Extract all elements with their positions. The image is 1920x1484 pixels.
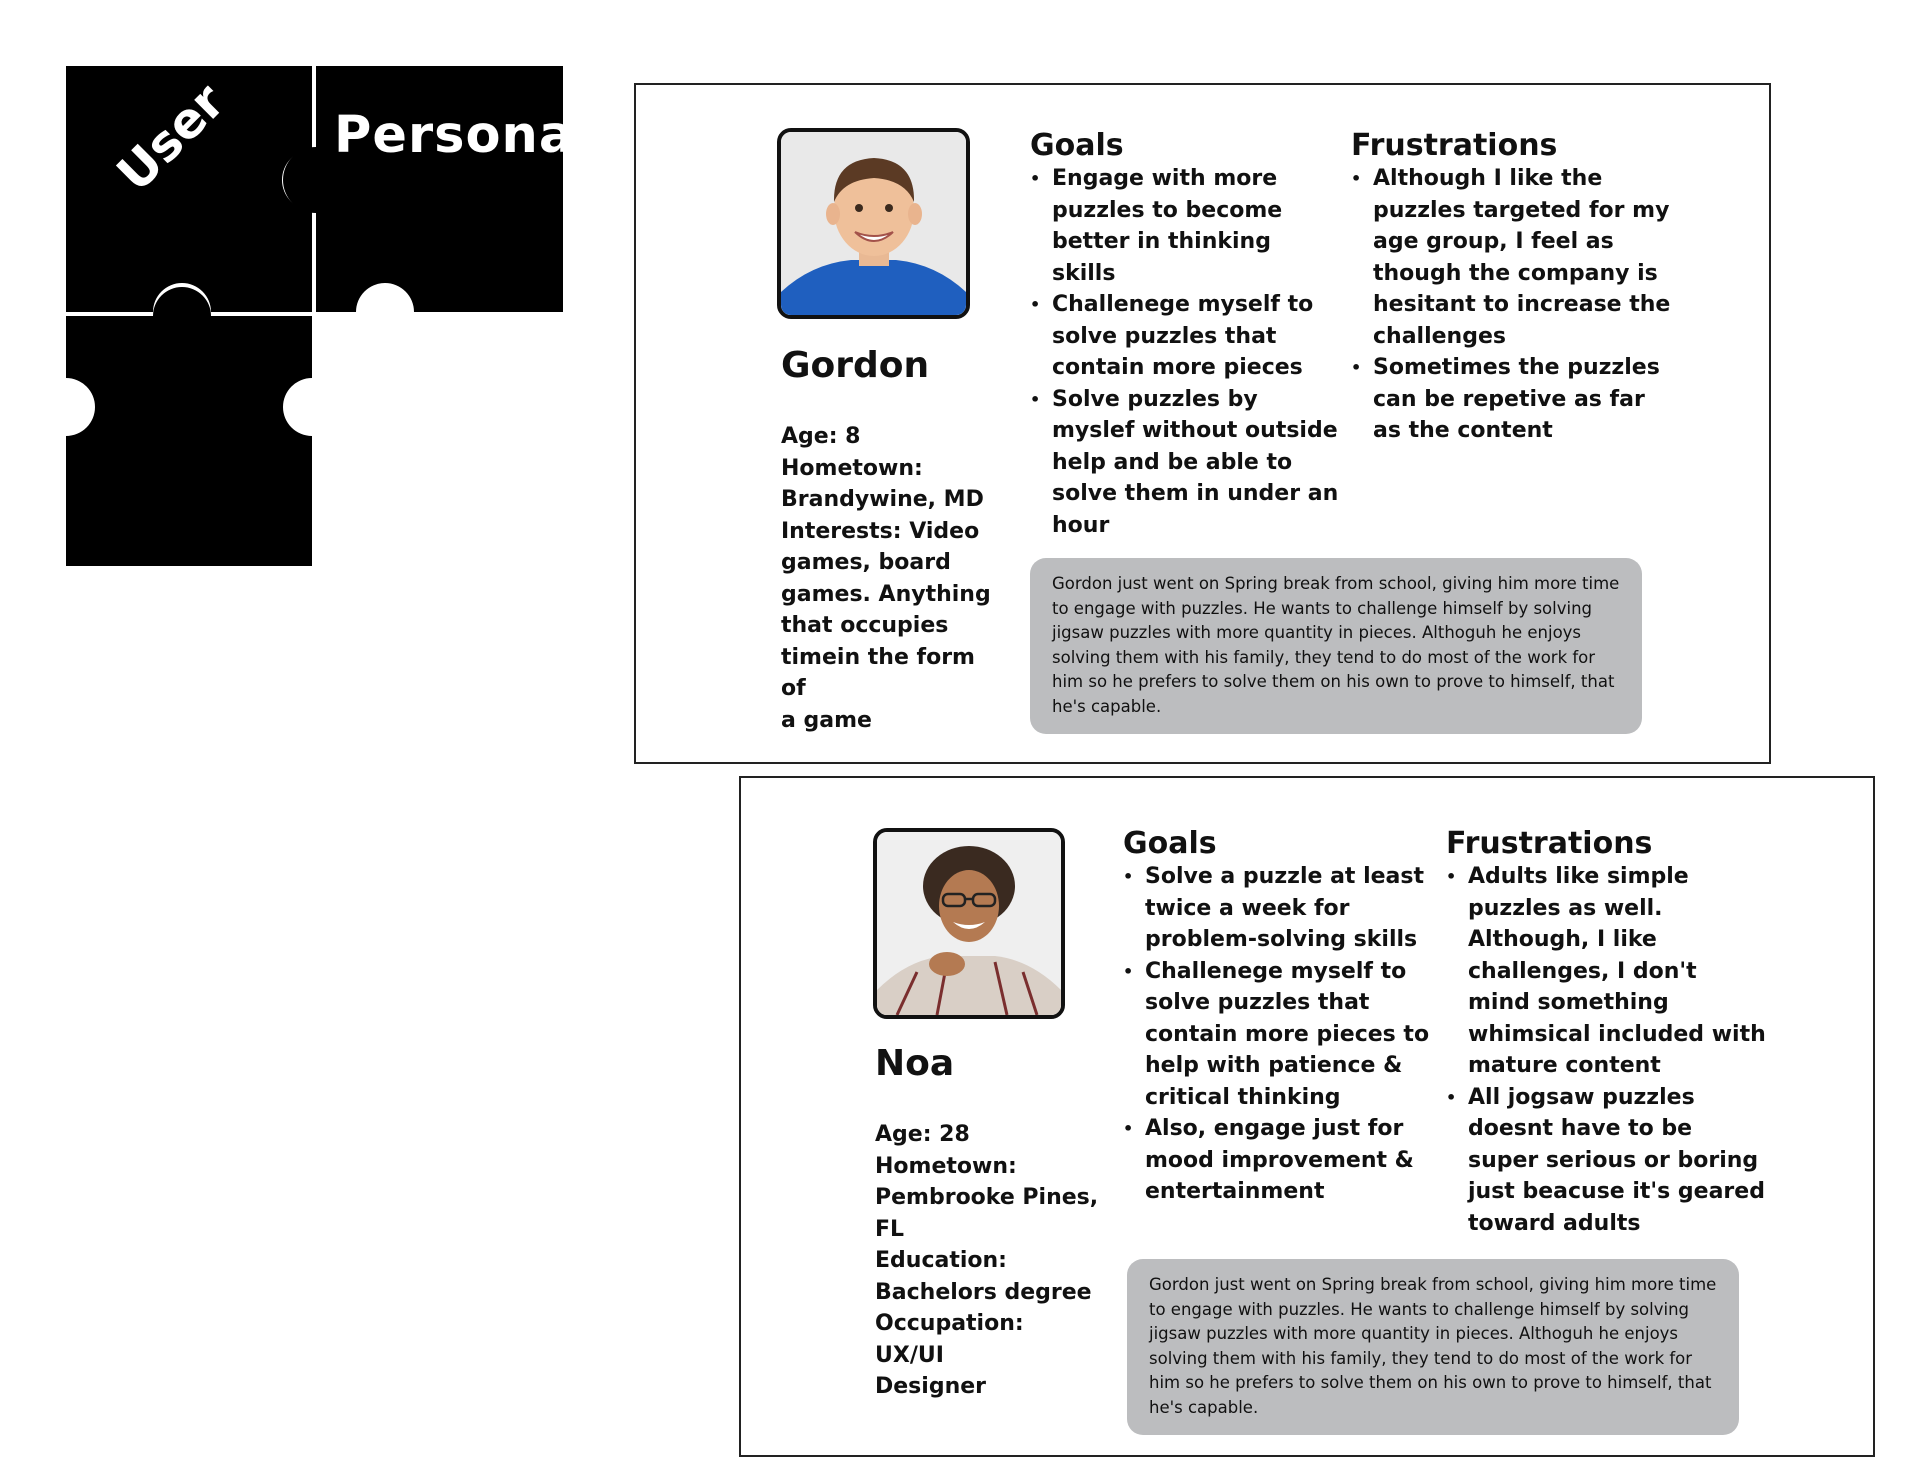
goals-heading: Goals bbox=[1030, 128, 1124, 163]
goal-item: • Solve puzzles by myslef without outside help and be able to solve them in under an hour bbox=[1030, 384, 1340, 542]
frustration-item: • Adults like simple puzzles as well. Although, I like challenges, I don't mind something whimsical included with mature content bbox=[1446, 861, 1766, 1082]
boy-portrait-icon bbox=[781, 132, 966, 315]
detail-line: games. Anything bbox=[781, 581, 991, 607]
goals-section bbox=[1030, 129, 1340, 541]
persona-story: Gordon just went on Spring break from school, giving him more time to engage with puzzles. He wants to challenge himself by solving jigsaw puzzles with more quantity in pieces. Althoguh he enjoys solving them with his family, they tend to do most of the work for him so he prefers to solve them on his own to prove to himself, that he's capable. bbox=[1127, 1259, 1739, 1435]
persona-name: Gordon bbox=[781, 345, 930, 386]
detail-line: Brandywine, MD bbox=[781, 487, 984, 512]
detail-line: Pembrooke Pines, bbox=[875, 1185, 1099, 1210]
goal-item: • Engage with more puzzles to become better in thinking skills bbox=[1030, 163, 1340, 289]
detail-line: Education: bbox=[875, 1248, 1007, 1273]
detail-line: Hometown: bbox=[875, 1153, 1017, 1179]
goals-section bbox=[1123, 827, 1443, 1208]
persona-photo bbox=[777, 128, 970, 319]
logo-word-personas: Personas bbox=[334, 106, 606, 165]
detail-line: Interests: Video bbox=[781, 518, 980, 544]
frustrations-heading: Frustrations bbox=[1351, 128, 1558, 163]
goals-list bbox=[1123, 861, 1443, 1208]
frustrations-list bbox=[1446, 861, 1766, 1239]
goal-item: • Challenege myself to solve puzzles that contain more pieces bbox=[1030, 289, 1340, 384]
detail-line: timein the form of bbox=[781, 644, 975, 701]
frustrations-section bbox=[1351, 129, 1671, 447]
logo-word-user: User bbox=[106, 72, 236, 203]
goal-item: • Also, engage just for mood improvement & entertainment bbox=[1123, 1113, 1443, 1208]
detail-line: Age: 28 bbox=[875, 1122, 970, 1147]
frustration-item: • Although I like the puzzles targeted for my age group, I feel as though the company is hesitant to increase the challenges bbox=[1351, 163, 1671, 352]
detail-line: games, board bbox=[781, 550, 951, 575]
detail-line: FL bbox=[875, 1216, 905, 1242]
goal-item: • Solve a puzzle at least twice a week for problem-solving skills bbox=[1123, 861, 1443, 956]
persona-photo bbox=[873, 828, 1065, 1019]
detail-line: that occupies bbox=[781, 613, 949, 638]
detail-line: Hometown: bbox=[781, 455, 923, 481]
detail-line: Bachelors degree bbox=[875, 1279, 1092, 1305]
goals-list bbox=[1030, 163, 1340, 541]
frustrations-heading: Frustrations bbox=[1446, 826, 1653, 861]
persona-card-gordon bbox=[634, 83, 1771, 764]
persona-name: Noa bbox=[875, 1043, 955, 1084]
detail-line: Occupation: UX/UI bbox=[875, 1311, 1024, 1368]
detail-line: a game bbox=[781, 707, 872, 733]
frustration-item: • Sometimes the puzzles can be repetive as far as the content bbox=[1351, 352, 1671, 447]
goal-item: • Challenege myself to solve puzzles that contain more pieces to help with patience & critical thinking bbox=[1123, 956, 1443, 1114]
persona-story: Gordon just went on Spring break from school, giving him more time to engage with puzzles. He wants to challenge himself by solving jigsaw puzzles with more quantity in pieces. Althoguh he enjoys solving them with his family, they tend to do most of the work for him so he prefers to solve them on his own to prove to himself, that he's capable. bbox=[1030, 558, 1642, 734]
persona-card-noa bbox=[739, 776, 1875, 1457]
frustration-item: • All jogsaw puzzles doesnt have to be super serious or boring just beacuse it's geared toward adults bbox=[1446, 1082, 1766, 1240]
user-personas-logo bbox=[66, 66, 606, 566]
persona-details bbox=[781, 421, 996, 736]
goals-heading: Goals bbox=[1123, 826, 1217, 861]
frustrations-list bbox=[1351, 163, 1671, 447]
woman-portrait-icon bbox=[877, 832, 1061, 1015]
persona-details bbox=[875, 1119, 1100, 1403]
frustrations-section bbox=[1446, 827, 1766, 1239]
detail-line: Designer bbox=[875, 1374, 986, 1399]
detail-line: Age: 8 bbox=[781, 424, 861, 449]
